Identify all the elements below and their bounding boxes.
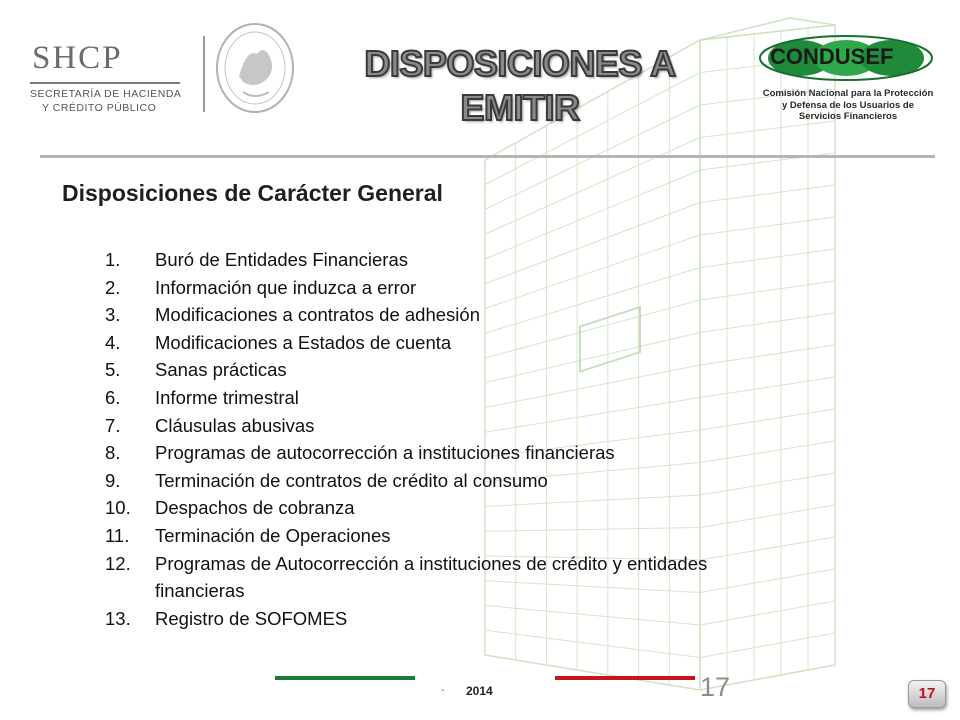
list-item-text: Registro de SOFOMES: [155, 607, 348, 629]
page-title-line1: DISPOSICIONES A: [364, 43, 676, 84]
list-item-number: 13.: [105, 607, 131, 629]
list-item-number: 12.: [105, 552, 131, 574]
shcp-logo-name: SHCP: [32, 40, 123, 76]
logo-divider: [203, 36, 205, 112]
list-item-text: Buró de Entidades Financieras: [155, 249, 408, 270]
list-item: [105, 329, 795, 357]
condusef-desc-line2: y Defensa de los Usuarios de: [782, 99, 914, 111]
list-item: [105, 356, 795, 384]
list-item: [105, 467, 795, 495]
list-item-number: 2.: [105, 276, 121, 298]
list-item: [105, 522, 795, 550]
list-item-text: Sanas prácticas: [155, 359, 287, 381]
condusef-desc-line3: Servicios Financieros: [798, 111, 898, 122]
list-item-text: Terminación de Operaciones: [155, 524, 391, 546]
footer-stripe-green: [275, 676, 415, 680]
list-item-text: Programas de autocorrección a instituciones financieras: [155, 442, 615, 464]
list-item-number: 6.: [105, 386, 121, 408]
list-item: [105, 550, 795, 605]
list-item: [105, 274, 795, 302]
slide-number-large: 17: [700, 672, 731, 702]
shcp-subtitle-line1: SECRETARÍA DE HACIENDA: [30, 88, 182, 100]
slide-number-badge: 17: [908, 680, 946, 708]
shcp-logo-rule: [30, 82, 180, 84]
list-item: [105, 412, 795, 440]
section-heading: Disposiciones de Carácter General: [62, 180, 443, 206]
list-item-text: Modificaciones a contratos de adhesión: [155, 304, 480, 326]
disposiciones-list: [105, 246, 795, 632]
shcp-logo-subtitle: [30, 87, 181, 115]
list-item-text: Terminación de contratos de crédito al consumo: [155, 469, 548, 491]
list-item-number: 5.: [105, 359, 121, 381]
list-item-number: 10.: [105, 497, 131, 519]
condusef-desc-line1: Comisión Nacional para la Protección: [762, 88, 934, 99]
list-item: [105, 301, 795, 329]
list-item: [105, 605, 795, 633]
mexican-coat-of-arms-seal-icon: [213, 18, 297, 118]
shcp-subtitle-line2: Y CRÉDITO PÚBLICO: [42, 102, 157, 114]
page-title: [330, 42, 710, 130]
condusef-logo-name: CONDUSEF: [770, 44, 894, 69]
list-item-text: Cláusulas abusivas: [155, 414, 315, 436]
footer-stripe-white: [415, 676, 555, 680]
header-divider: [40, 155, 935, 158]
list-item-text: Modificaciones a Estados de cuenta: [155, 331, 452, 353]
list-item-number: 11.: [105, 524, 130, 546]
list-item: [105, 494, 795, 522]
footer-stripe-red: [555, 676, 695, 680]
list-item-number: 4.: [105, 331, 121, 353]
list-item-number: 1.: [105, 249, 121, 270]
list-item-text: Informe trimestral: [155, 386, 299, 408]
footer-dash: -: [441, 685, 445, 696]
condusef-logo-description: [752, 88, 944, 123]
footer-flag-stripe: [275, 676, 695, 680]
list-item: [105, 439, 795, 467]
list-item-text: Información que induzca a error: [155, 276, 417, 298]
list-item-text: Programas de Autocorrección a instituciones de crédito y entidades financieras: [155, 552, 708, 602]
list-item-number: 8.: [105, 442, 121, 464]
list-item: [105, 246, 795, 274]
list-item-text: Despachos de cobranza: [155, 497, 355, 519]
list-item-number: 9.: [105, 469, 121, 491]
page-title-line2: EMITIR: [460, 87, 580, 128]
list-item-number: 3.: [105, 304, 121, 326]
footer-year: 2014: [466, 684, 493, 698]
list-item: [105, 384, 795, 412]
list-item-number: 7.: [105, 414, 121, 436]
